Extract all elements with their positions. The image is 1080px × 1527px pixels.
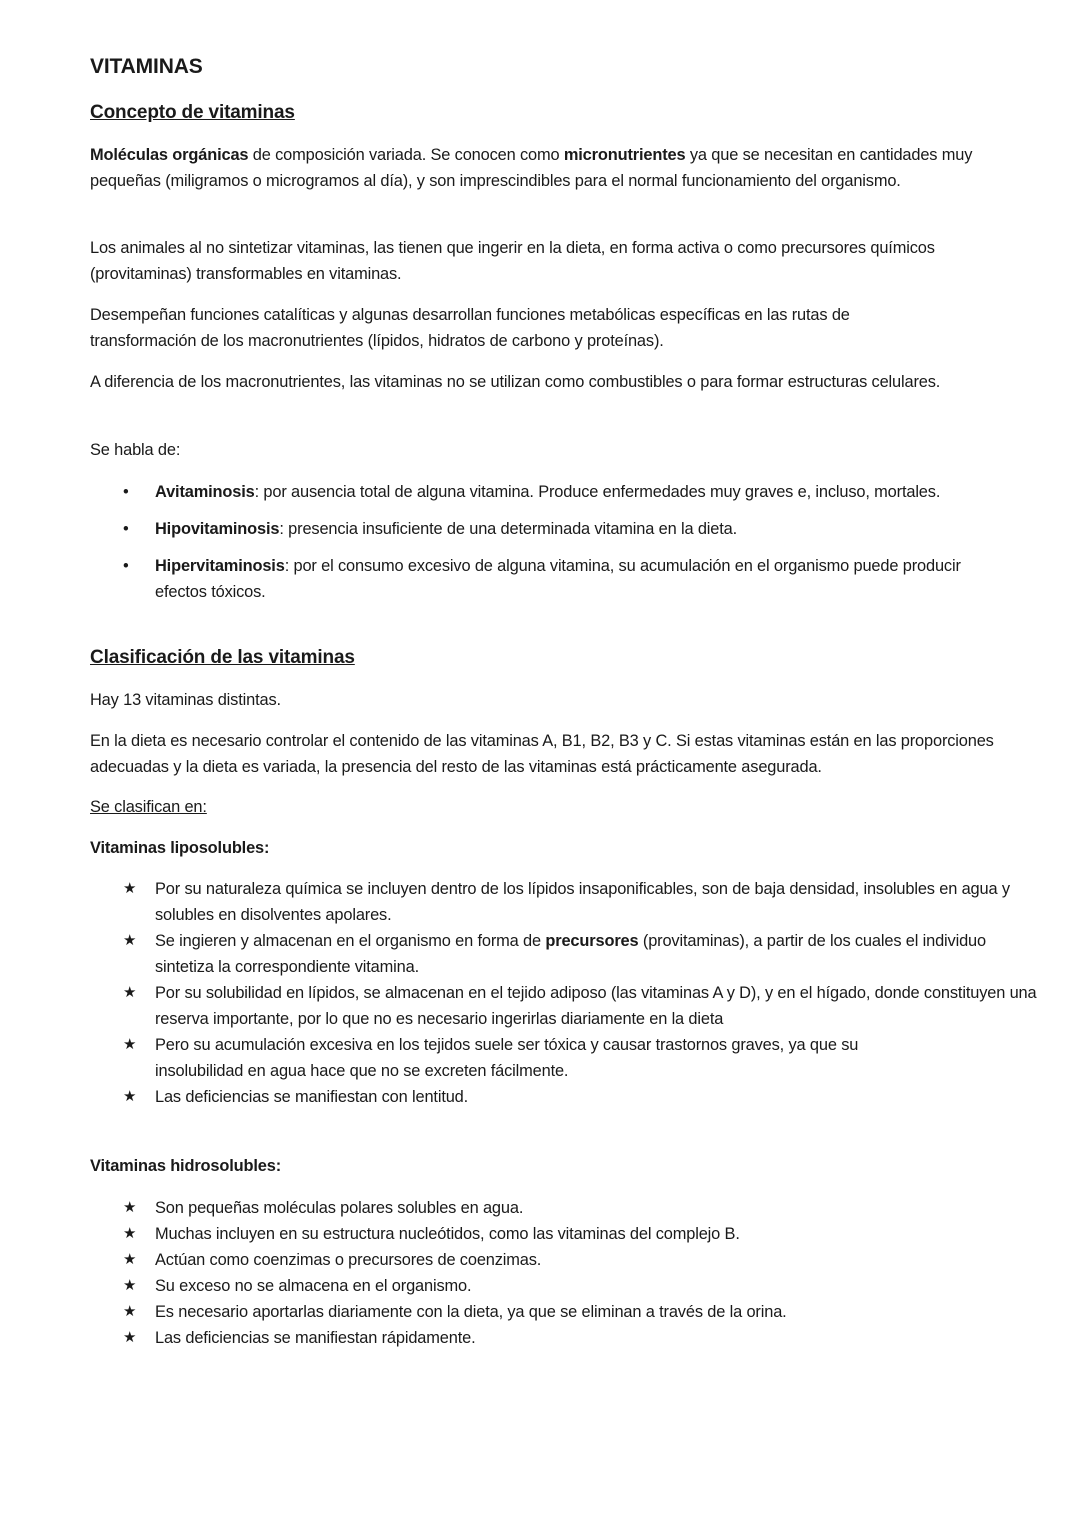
star-icon: ★ bbox=[123, 932, 137, 949]
bullet-icon: • bbox=[123, 557, 129, 575]
list-item bbox=[90, 1084, 1040, 1110]
text: : presencia insuficiente de una determinada vitamina en la dieta. bbox=[279, 520, 738, 538]
text: Por su naturaleza química se incluyen dentro de los lípidos insaponificables, son de baja densidad, insolubles en agua y solubles en disolventes apolares. bbox=[155, 880, 1010, 924]
star-list-liposolubles bbox=[90, 876, 1040, 1110]
text: Se ingieren y almacenan en el organismo en forma de bbox=[155, 932, 546, 950]
text: ya que se necesitan en cantidades muy pequeñas (miligramos o microgramos al día), y son imprescindibles para el normal funcionamiento del organismo. bbox=[90, 146, 973, 190]
list-item bbox=[90, 553, 1050, 605]
bold-term: Moléculas orgánicas bbox=[90, 146, 249, 164]
star-icon: ★ bbox=[123, 984, 137, 1001]
paragraph: En la dieta es necesario controlar el contenido de las vitaminas A, B1, B2, B3 y C. Si estas vitaminas están en las proporciones adecuadas y la dieta es variada, la presencia del resto de las vitaminas está prácticamente asegurada. bbox=[90, 732, 994, 776]
bold-term: precursores bbox=[545, 932, 639, 950]
text: Por su solubilidad en lípidos, se almacenan en el tejido adiposo (las vitaminas A y D), y en el hígado, donde constituyen una reserva importante, por lo que no es necesario ingerirlas diariamente en la dieta bbox=[155, 984, 1037, 1028]
subheading-text: Vitaminas liposolubles: bbox=[90, 839, 270, 857]
term: Avitaminosis bbox=[155, 483, 255, 501]
list-item bbox=[90, 876, 1040, 928]
text: Las deficiencias se manifiestan rápidamente. bbox=[155, 1329, 476, 1347]
bold-term: micronutrientes bbox=[563, 146, 686, 164]
paragraph: Se habla de: bbox=[90, 441, 181, 459]
text: de composición variada. Se conocen como bbox=[248, 146, 564, 164]
subheading-hidrosolubles bbox=[90, 1153, 1045, 1179]
term: Hipervitaminosis bbox=[155, 557, 285, 575]
bullet-icon: • bbox=[123, 483, 129, 501]
star-icon: ★ bbox=[123, 1303, 137, 1320]
paragraph: Hay 13 vitaminas distintas. bbox=[90, 691, 281, 709]
text: Actúan como coenzimas o precursores de coenzimas. bbox=[155, 1251, 542, 1269]
list-item bbox=[90, 1273, 1045, 1299]
list-item bbox=[90, 1032, 1040, 1084]
star-icon: ★ bbox=[123, 1036, 137, 1053]
star-icon: ★ bbox=[123, 1199, 137, 1216]
list-item bbox=[90, 1247, 1045, 1273]
text: Son pequeñas moléculas polares solubles en agua. bbox=[155, 1199, 524, 1217]
list-item bbox=[90, 980, 1040, 1032]
list-item bbox=[90, 1195, 1045, 1221]
list-item bbox=[90, 516, 1050, 542]
page-title: VITAMINAS bbox=[90, 55, 203, 78]
star-icon: ★ bbox=[123, 1088, 137, 1105]
bullet-icon: • bbox=[123, 520, 129, 538]
star-icon: ★ bbox=[123, 1277, 137, 1294]
star-icon: ★ bbox=[123, 880, 137, 897]
term: Hipovitaminosis bbox=[155, 520, 280, 538]
text: Su exceso no se almacena en el organismo. bbox=[155, 1277, 472, 1295]
text: Es necesario aportarlas diariamente con la dieta, ya que se eliminan a través de la orina. bbox=[155, 1303, 787, 1321]
subheading-liposolubles bbox=[90, 835, 1045, 861]
paragraph-underlined: Se clasifican en: bbox=[90, 798, 207, 816]
list-item bbox=[90, 928, 1040, 980]
list-item bbox=[90, 1299, 1045, 1325]
text: : por ausencia total de alguna vitamina. Produce enfermedades muy graves e, incluso, mortales. bbox=[254, 483, 941, 501]
star-list-hidrosolubles bbox=[90, 1195, 1045, 1351]
section-heading-classification: Clasificación de las vitaminas bbox=[90, 647, 355, 668]
text: Las deficiencias se manifiestan con lentitud. bbox=[155, 1088, 469, 1106]
text: Muchas incluyen en su estructura nucleótidos, como las vitaminas del complejo B. bbox=[155, 1225, 740, 1243]
paragraph: A diferencia de los macronutrientes, las vitaminas no se utilizan como combustibles o para formar estructuras celulares. bbox=[90, 373, 941, 391]
paragraph-definition bbox=[90, 142, 1035, 194]
bullet-list bbox=[90, 479, 1050, 616]
text: Pero su acumulación excesiva en los tejidos suele ser tóxica y causar trastornos graves, ya que su insolubilidad en agua hace que no se excreten fácilmente. bbox=[155, 1036, 859, 1080]
list-item bbox=[90, 1325, 1045, 1351]
list-item bbox=[90, 479, 1050, 505]
paragraph: Los animales al no sintetizar vitaminas, las tienen que ingerir en la dieta, en forma activa o como precursores químicos (provitaminas) transformables en vitaminas. bbox=[90, 239, 935, 283]
star-icon: ★ bbox=[123, 1225, 137, 1242]
section-heading-concept: Concepto de vitaminas bbox=[90, 102, 295, 123]
text: : por el consumo excesivo de alguna vitamina, su acumulación en el organismo puede producir efectos tóxicos. bbox=[155, 557, 961, 601]
paragraph: Desempeñan funciones catalíticas y algunas desarrollan funciones metabólicas específicas en las rutas de transformación de los macronutrientes (lípidos, hidratos de carbono y proteínas). bbox=[90, 306, 850, 350]
star-icon: ★ bbox=[123, 1329, 137, 1346]
star-icon: ★ bbox=[123, 1251, 137, 1268]
text: (provitaminas), a partir de los cuales el individuo sintetiza la correspondiente vitamina. bbox=[155, 932, 986, 976]
list-item bbox=[90, 1221, 1045, 1247]
subheading-text: Vitaminas hidrosolubles: bbox=[90, 1157, 282, 1175]
